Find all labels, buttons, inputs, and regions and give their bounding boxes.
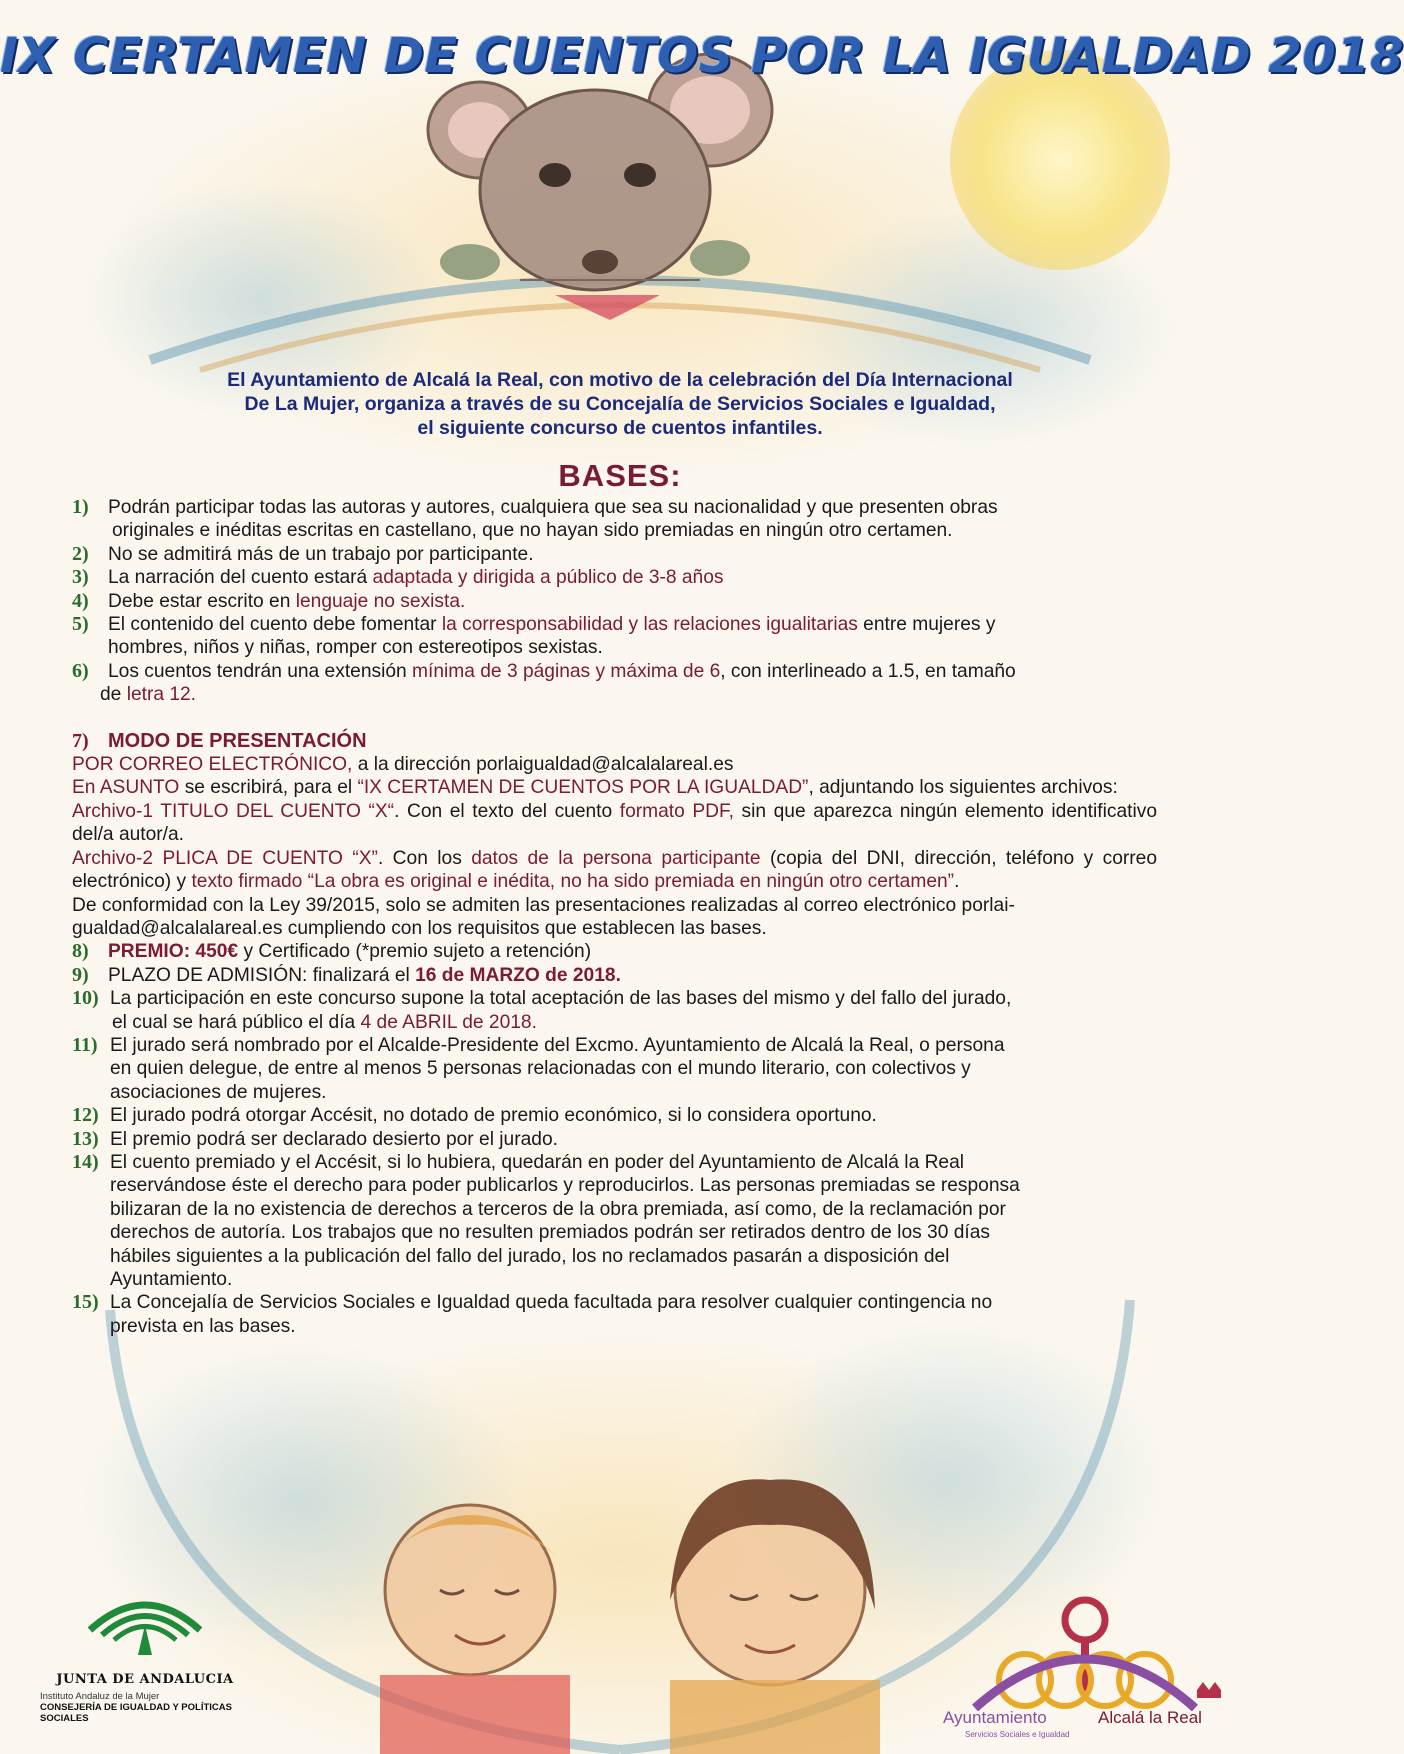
item-text: La narración del cuento estará [108, 567, 373, 589]
base-item-15 [72, 1291, 1157, 1338]
intro-paragraph [120, 368, 1120, 440]
item-text: Podrán participar todas las autoras y autores, cualquiera que sea su nacionalidad y que presenten obras [108, 497, 998, 518]
base-item-14 [72, 1151, 1157, 1291]
presentation-file-1 [72, 800, 1157, 847]
item-number: 4) [72, 589, 89, 612]
item-text: . [954, 871, 960, 893]
item-highlight: texto firmado “La obra es original e inédita, no ha sido premiada en ningún otro certamen” [191, 871, 955, 893]
item-highlight: Archivo-2 PLICA DE CUENTO “X” [72, 847, 378, 869]
item-text: El contenido del cuento debe fomentar [108, 614, 442, 636]
item-highlight: lenguaje no sexista. [295, 590, 466, 612]
base-item-1 [72, 496, 1157, 543]
item-text: se escribirá, para el [179, 777, 358, 799]
item-highlight: POR CORREO ELECTRÓNICO, [72, 754, 353, 776]
item-highlight: datos de la persona participante [471, 847, 761, 869]
item-text: El premio podrá ser declarado desierto por el jurado. [110, 1128, 558, 1150]
junta-andalucia-logo [30, 1585, 260, 1735]
item-number: 11) [72, 1033, 98, 1056]
deadline-date: 16 de MARZO de 2018. [415, 964, 621, 986]
item-text: en quien delegue, de entre al menos 5 personas relacionadas con el mundo literario, con colectivos y [110, 1058, 971, 1080]
item-text: derechos de autoría. Los trabajos que no resulten premiados podrán ser retirados dentro de los 30 días [110, 1222, 990, 1244]
item-text: reservándose éste el derecho para poder publicarlos y reproducirlos. Las personas premiadas se responsa [110, 1175, 1020, 1197]
item-text: , con interlineado a 1.5, en tamaño [720, 660, 1016, 682]
item-text: a la dirección [352, 754, 477, 776]
item-number: 12) [72, 1104, 99, 1127]
item-text: PLAZO DE ADMISIÓN: finalizará el [108, 964, 416, 986]
item-highlight: Archivo-1 TITULO DEL CUENTO “X“ [72, 800, 395, 822]
item-text: el cual se hará público el día [112, 1011, 361, 1033]
item-number: 7) [72, 729, 89, 752]
item-text: hábiles siguientes a la publicación del fallo del jurado, los no reclamados pasarán a disposición del [110, 1245, 950, 1267]
item-text: . Con los [377, 847, 472, 869]
base-item-7-heading [72, 730, 1157, 753]
presentation-subject [72, 776, 1157, 799]
junta-institute: Instituto Andaluz de la Mujer [40, 1691, 160, 1702]
item-number: 5) [72, 613, 89, 636]
item-number: 13) [72, 1127, 99, 1150]
item-text: . Con el texto del cuento [394, 800, 620, 822]
item-text: Los cuentos tendrán una extensión [108, 660, 413, 682]
junta-emblem-icon [80, 1585, 210, 1665]
item-text: (copia del DNI, dirección, teléfono y correo electrónico) y [72, 847, 1157, 893]
base-item-8 [72, 940, 1157, 963]
base-item-2 [72, 543, 1157, 566]
item-highlight: letra 12. [126, 684, 197, 706]
presentation-file-2 [72, 847, 1157, 894]
junta-name: JUNTA DE ANDALUCIA [56, 1672, 234, 1687]
base-item-4 [72, 590, 1157, 613]
ayuntamiento-logo [935, 1590, 1225, 1740]
item-number: 8) [72, 940, 89, 963]
contact-email: porlaigualdad@alcalalareal.es [476, 754, 734, 776]
presentation-email-line [72, 753, 1157, 776]
base-item-10 [72, 987, 1157, 1034]
base-item-6 [72, 660, 1157, 707]
prize-amount: PREMIO: 450€ [108, 941, 239, 963]
item-number: 3) [72, 566, 89, 589]
base-item-5 [72, 613, 1157, 660]
item-text: No se admitirá más de un trabajo por participante. [108, 543, 534, 565]
base-item-12 [72, 1104, 1157, 1127]
intro-line: El Ayuntamiento de Alcalá la Real, con motivo de la celebración del Día Internacional [227, 369, 1013, 391]
item-number: 2) [72, 542, 89, 565]
item-number: 6) [72, 659, 89, 682]
item-number: 10) [72, 987, 99, 1010]
bases-list [72, 496, 1157, 1338]
item-text: gualdad@alcalalareal.es cumpliendo con los requisitos que establecen las bases. [72, 917, 767, 939]
item-text: Ayuntamiento. [110, 1269, 233, 1290]
item-highlight: formato PDF, [619, 800, 734, 822]
item-text: El cuento premiado y el Accésit, si lo hubiera, quedarán en poder del Ayuntamiento de Alcalá la Real [110, 1151, 965, 1173]
item-highlight: la corresponsabilidad y las relaciones igualitarias [441, 614, 858, 636]
item-text: Debe estar escrito en [108, 590, 296, 612]
item-text: asociaciones de mujeres. [110, 1081, 327, 1103]
intro-line: De La Mujer, organiza a través de su Concejalía de Servicios Sociales e Igualdad, [244, 393, 996, 415]
ayuntamiento-emblem-icon [935, 1590, 1225, 1710]
item-text: sin que aparezca ningún elemento identificativo del/a autor/a. [72, 800, 1157, 846]
item-text: de [100, 684, 127, 706]
item-number: 9) [72, 963, 89, 986]
junta-ministry: CONSEJERÍA DE IGUALDAD Y POLÍTICAS SOCIALES [40, 1702, 232, 1724]
item-text: hombres, niños y niñas, romper con estereotipos sexistas. [108, 637, 603, 659]
item-text: El jurado podrá otorgar Accésit, no dotado de premio económico, si lo considera oportuno. [110, 1105, 877, 1127]
poster-title: IX CERTAMEN DE CUENTOS POR LA IGUALDAD 2018 [0, 28, 1404, 84]
ayuntamiento-department: Servicios Sociales e Igualdad [965, 1730, 1070, 1739]
item-number: 15) [72, 1291, 99, 1314]
item-text: La Concejalía de Servicios Sociales e Igualdad queda facultada para resolver cualquier contingencia no [110, 1292, 993, 1314]
presentation-legal-note [72, 894, 1157, 941]
item-text: y Certificado (*premio sujeto a retención) [238, 941, 592, 963]
base-item-11 [72, 1034, 1157, 1104]
alcala-la-real-label: Alcalá la Real [1098, 1708, 1202, 1727]
item-text: bilizaran de la no existencia de derechos a terceros de la obra premiada, así como, de la reclamación por [110, 1198, 1006, 1220]
item-number: 14) [72, 1150, 99, 1173]
base-item-13 [72, 1128, 1157, 1151]
base-item-9 [72, 964, 1157, 987]
item-highlight: mínima de 3 páginas y máxima de 6 [412, 660, 721, 682]
item-text: La participación en este concurso supone la total aceptación de las bases del mismo y del fallo del jurado, [110, 988, 1012, 1010]
intro-line: el siguiente concurso de cuentos infantiles. [417, 417, 823, 439]
ayuntamiento-label: Ayuntamiento [943, 1708, 1047, 1727]
item-text: De conformidad con la Ley 39/2015, solo se admiten las presentaciones realizadas al correo electrónico porlai- [72, 894, 1015, 916]
verdict-date: 4 de ABRIL de 2018. [360, 1011, 537, 1033]
item-text: entre mujeres y [857, 614, 996, 636]
item-text: El jurado será nombrado por el Alcalde-Presidente del Excmo. Ayuntamiento de Alcalá la Real, o persona [110, 1034, 1005, 1056]
bases-heading: BASES: [558, 458, 682, 493]
base-item-3 [72, 566, 1157, 589]
item-text: , adjuntando los siguientes archivos: [808, 777, 1118, 799]
item-number: 1) [72, 496, 89, 518]
section-heading: MODO DE PRESENTACIÓN [108, 729, 367, 752]
item-text: originales e inéditas escritas en castellano, que no hayan sido premiadas en ningún otro certamen. [112, 520, 953, 542]
item-text: prevista en las bases. [110, 1315, 296, 1337]
item-highlight: “IX CERTAMEN DE CUENTOS POR LA IGUALDAD” [357, 777, 809, 799]
item-highlight: En ASUNTO [72, 777, 180, 799]
item-highlight: adaptada y dirigida a público de 3-8 años [372, 567, 724, 589]
